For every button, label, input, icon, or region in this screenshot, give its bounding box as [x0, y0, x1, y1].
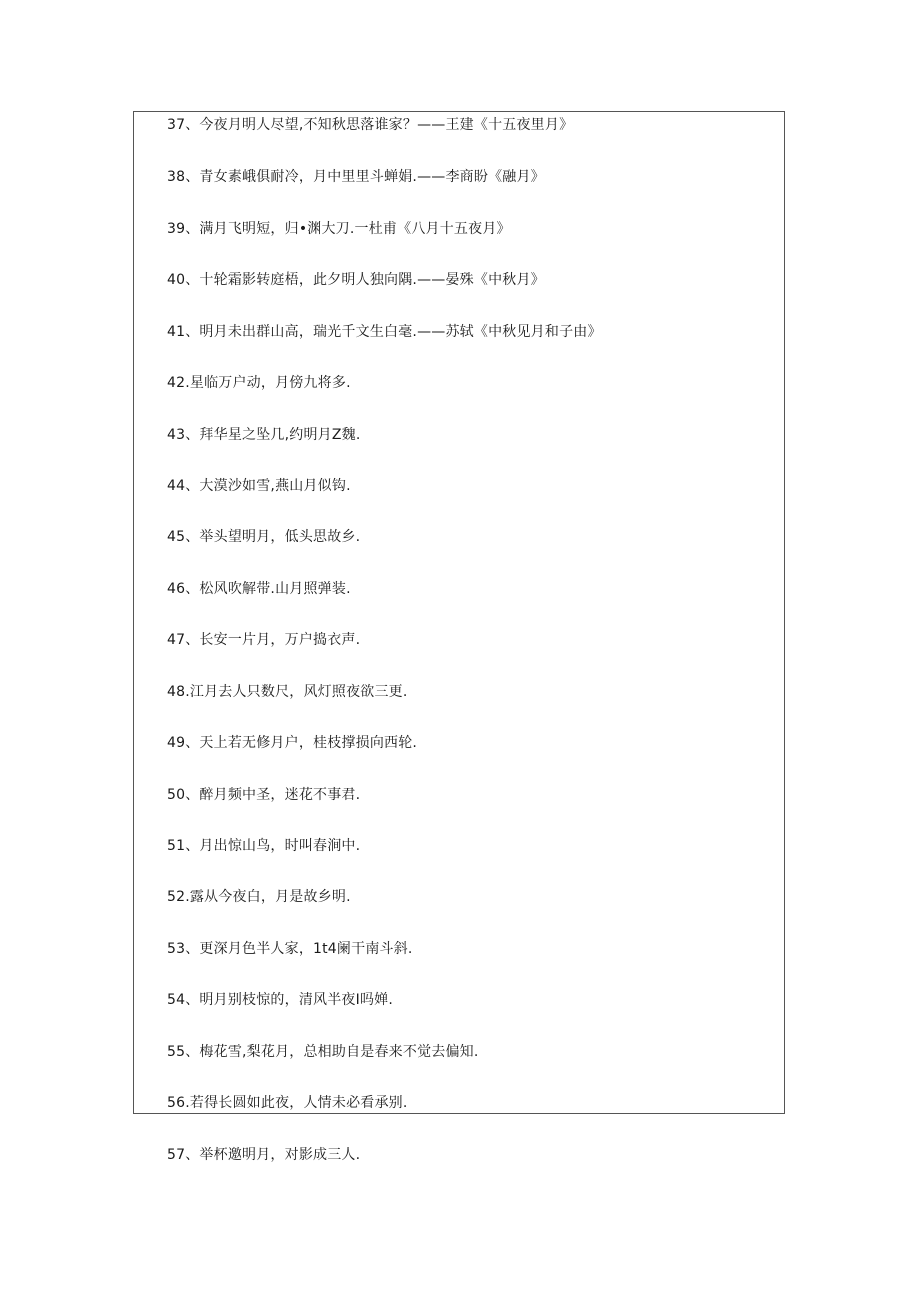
verse-line-57: 57、举杯邀明月，对影成三人. [167, 1147, 361, 1163]
verse-line-43: 43、拜华星之坠几,约明月Z魏. [167, 427, 361, 443]
verse-line-50: 50、醉月频中圣，迷花不事君. [167, 787, 361, 803]
verse-line-51: 51、月出惊山鸟，时叫春涧中. [167, 838, 361, 854]
content-frame [133, 111, 785, 1114]
verse-line-46: 46、松风吹解带.山月照弹装. [167, 581, 351, 597]
verse-line-40: 40、十轮霜影转庭梧，此夕明人独向隅.——晏殊《中秋月》 [167, 272, 545, 288]
verse-line-47: 47、长安一片月，万户捣衣声. [167, 632, 361, 648]
verse-line-52: 52.露从今夜白，月是故乡明. [167, 889, 351, 905]
verse-line-53: 53、更深月色半人家，1t4阑干南斗斜. [167, 941, 413, 957]
verse-line-54: 54、明月别枝惊的，清风半夜I吗婵. [167, 992, 393, 1008]
verse-line-38: 38、青女素峨俱耐冷，月中里里斗蝉娟.——李商盼《融月》 [167, 169, 545, 185]
verse-line-37: 37、今夜月明人尽望,不知秋思落谁家？——王建《十五夜里月》 [167, 117, 574, 133]
verse-line-55: 55、梅花雪,梨花月，总相助自是春来不觉去偏知. [167, 1044, 479, 1060]
verse-line-42: 42.星临万户动，月傍九将多. [167, 375, 351, 391]
verse-line-56: 56.若得长圆如此夜，人情未必看承别. [167, 1095, 408, 1111]
verse-line-41: 41、明月未出群山高，瑞光千文生白毫.——苏轼《中秋见月和子由》 [167, 324, 602, 340]
verse-line-48: 48.江月去人只数尺，风灯照夜欲三更. [167, 684, 408, 700]
verse-line-45: 45、举头望明月，低头思故乡. [167, 529, 361, 545]
verse-line-44: 44、大漠沙如雪,燕山月似钩. [167, 478, 351, 494]
verse-line-39: 39、满月飞明短，归•渊大刀.一杜甫《八月十五夜月》 [167, 221, 511, 237]
verse-line-49: 49、天上若无修月户，桂枝撑损向西轮. [167, 735, 418, 751]
